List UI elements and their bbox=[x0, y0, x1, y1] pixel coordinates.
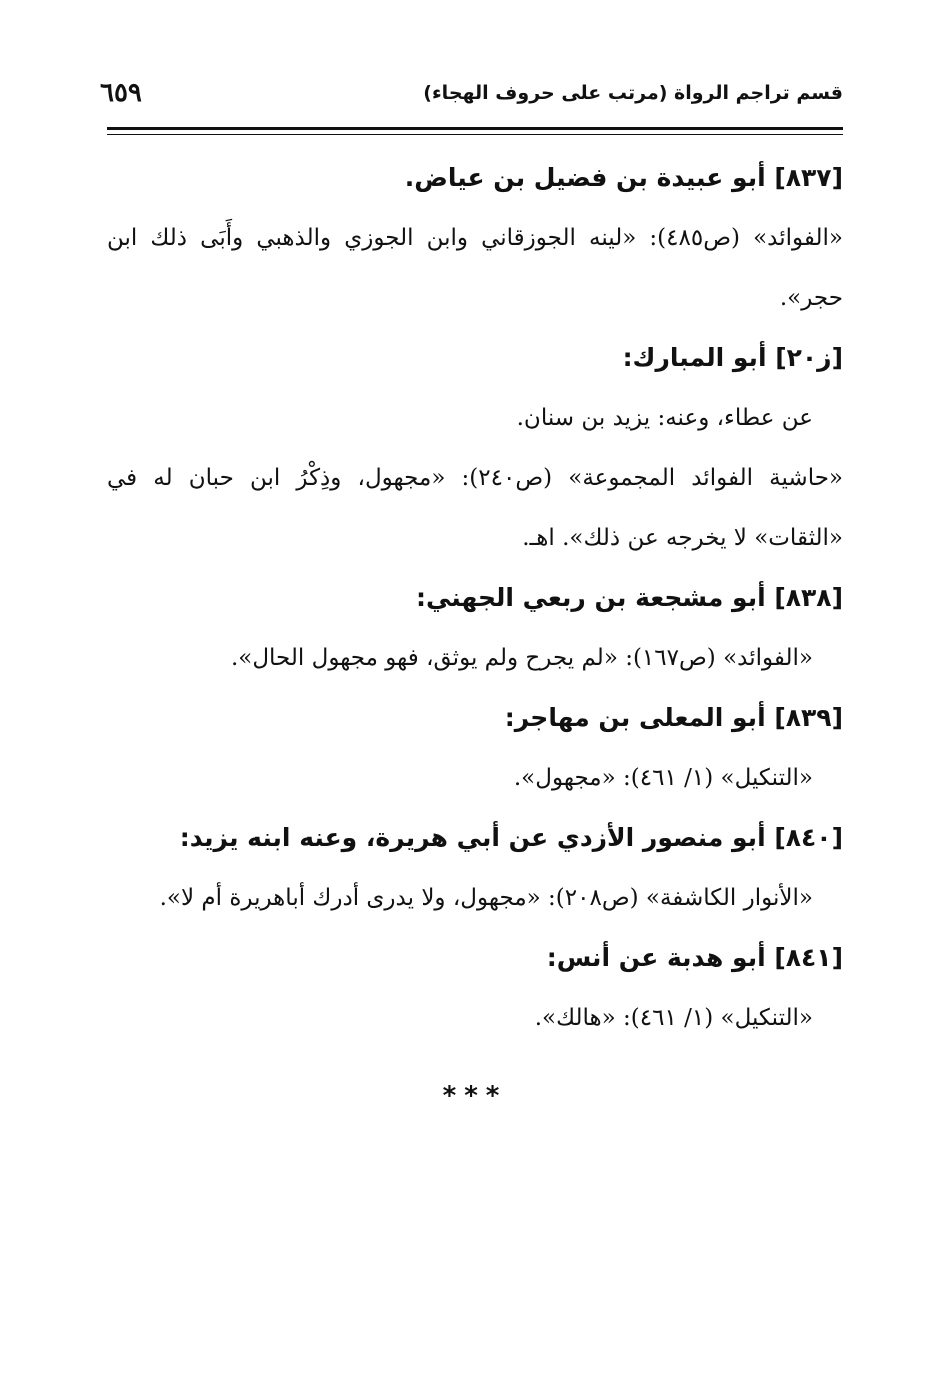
entry-heading: [٨٤١] أبو هدبة عن أنس: bbox=[546, 943, 843, 972]
section-separator: *** bbox=[442, 1081, 508, 1111]
entry-z20 bbox=[107, 328, 843, 568]
entry-text: «الأنوار الكاشفة» (ص٢٠٨): «مجهول، ولا يدرى أدرك أباهريرة أم لا». bbox=[159, 885, 813, 911]
running-title: قسم تراجم الرواة (مرتب على حروف الهجاء) bbox=[423, 82, 843, 104]
entry-text: «الفوائد» (ص٤٨٥): «لينه الجوزقاني وابن الجوزي والذهبي وأَبَى ذلك ابن حجر». bbox=[107, 225, 843, 311]
entry-text: «الفوائد» (ص١٦٧): «لم يجرح ولم يوثق، فهو مجهول الحال». bbox=[230, 645, 813, 671]
entry-heading: [٨٣٧] أبو عبيدة بن فضيل بن عياض. bbox=[404, 163, 843, 192]
entry-heading: [٨٣٩] أبو المعلى بن مهاجر: bbox=[504, 703, 843, 732]
entry-text: «التنكيل» (١/ ٤٦١): «مجهول». bbox=[513, 765, 813, 791]
entry-text: «التنكيل» (١/ ٤٦١): «هالك». bbox=[534, 1005, 813, 1031]
entry-text: عن عطاء، وعنه: يزيد بن سنان. bbox=[516, 405, 813, 431]
entry-heading: [ز٢٠] أبو المبارك: bbox=[622, 343, 843, 372]
entry-841 bbox=[107, 928, 843, 1048]
entry-heading: [٨٤٠] أبو منصور الأزدي عن أبي هريرة، وعنه ابنه يزيد: bbox=[179, 823, 843, 852]
entry-heading: [٨٣٨] أبو مشجعة بن ربعي الجهني: bbox=[415, 583, 843, 612]
entry-text: «حاشية الفوائد المجموعة» (ص٢٤٠): «مجهول، وذِكْرُ ابن حبان له في «الثقات» لا يخرجه عن ذلك». اهـ. bbox=[107, 465, 843, 551]
entry-839 bbox=[107, 688, 843, 808]
header-rule-thick bbox=[107, 127, 843, 130]
entry-838 bbox=[107, 568, 843, 688]
page-body bbox=[107, 148, 843, 1136]
header-rule-thin bbox=[107, 134, 843, 135]
page-header bbox=[100, 78, 843, 122]
entry-840 bbox=[107, 808, 843, 928]
page-number: ٦٥٩ bbox=[100, 78, 142, 108]
entry-837 bbox=[107, 148, 843, 328]
